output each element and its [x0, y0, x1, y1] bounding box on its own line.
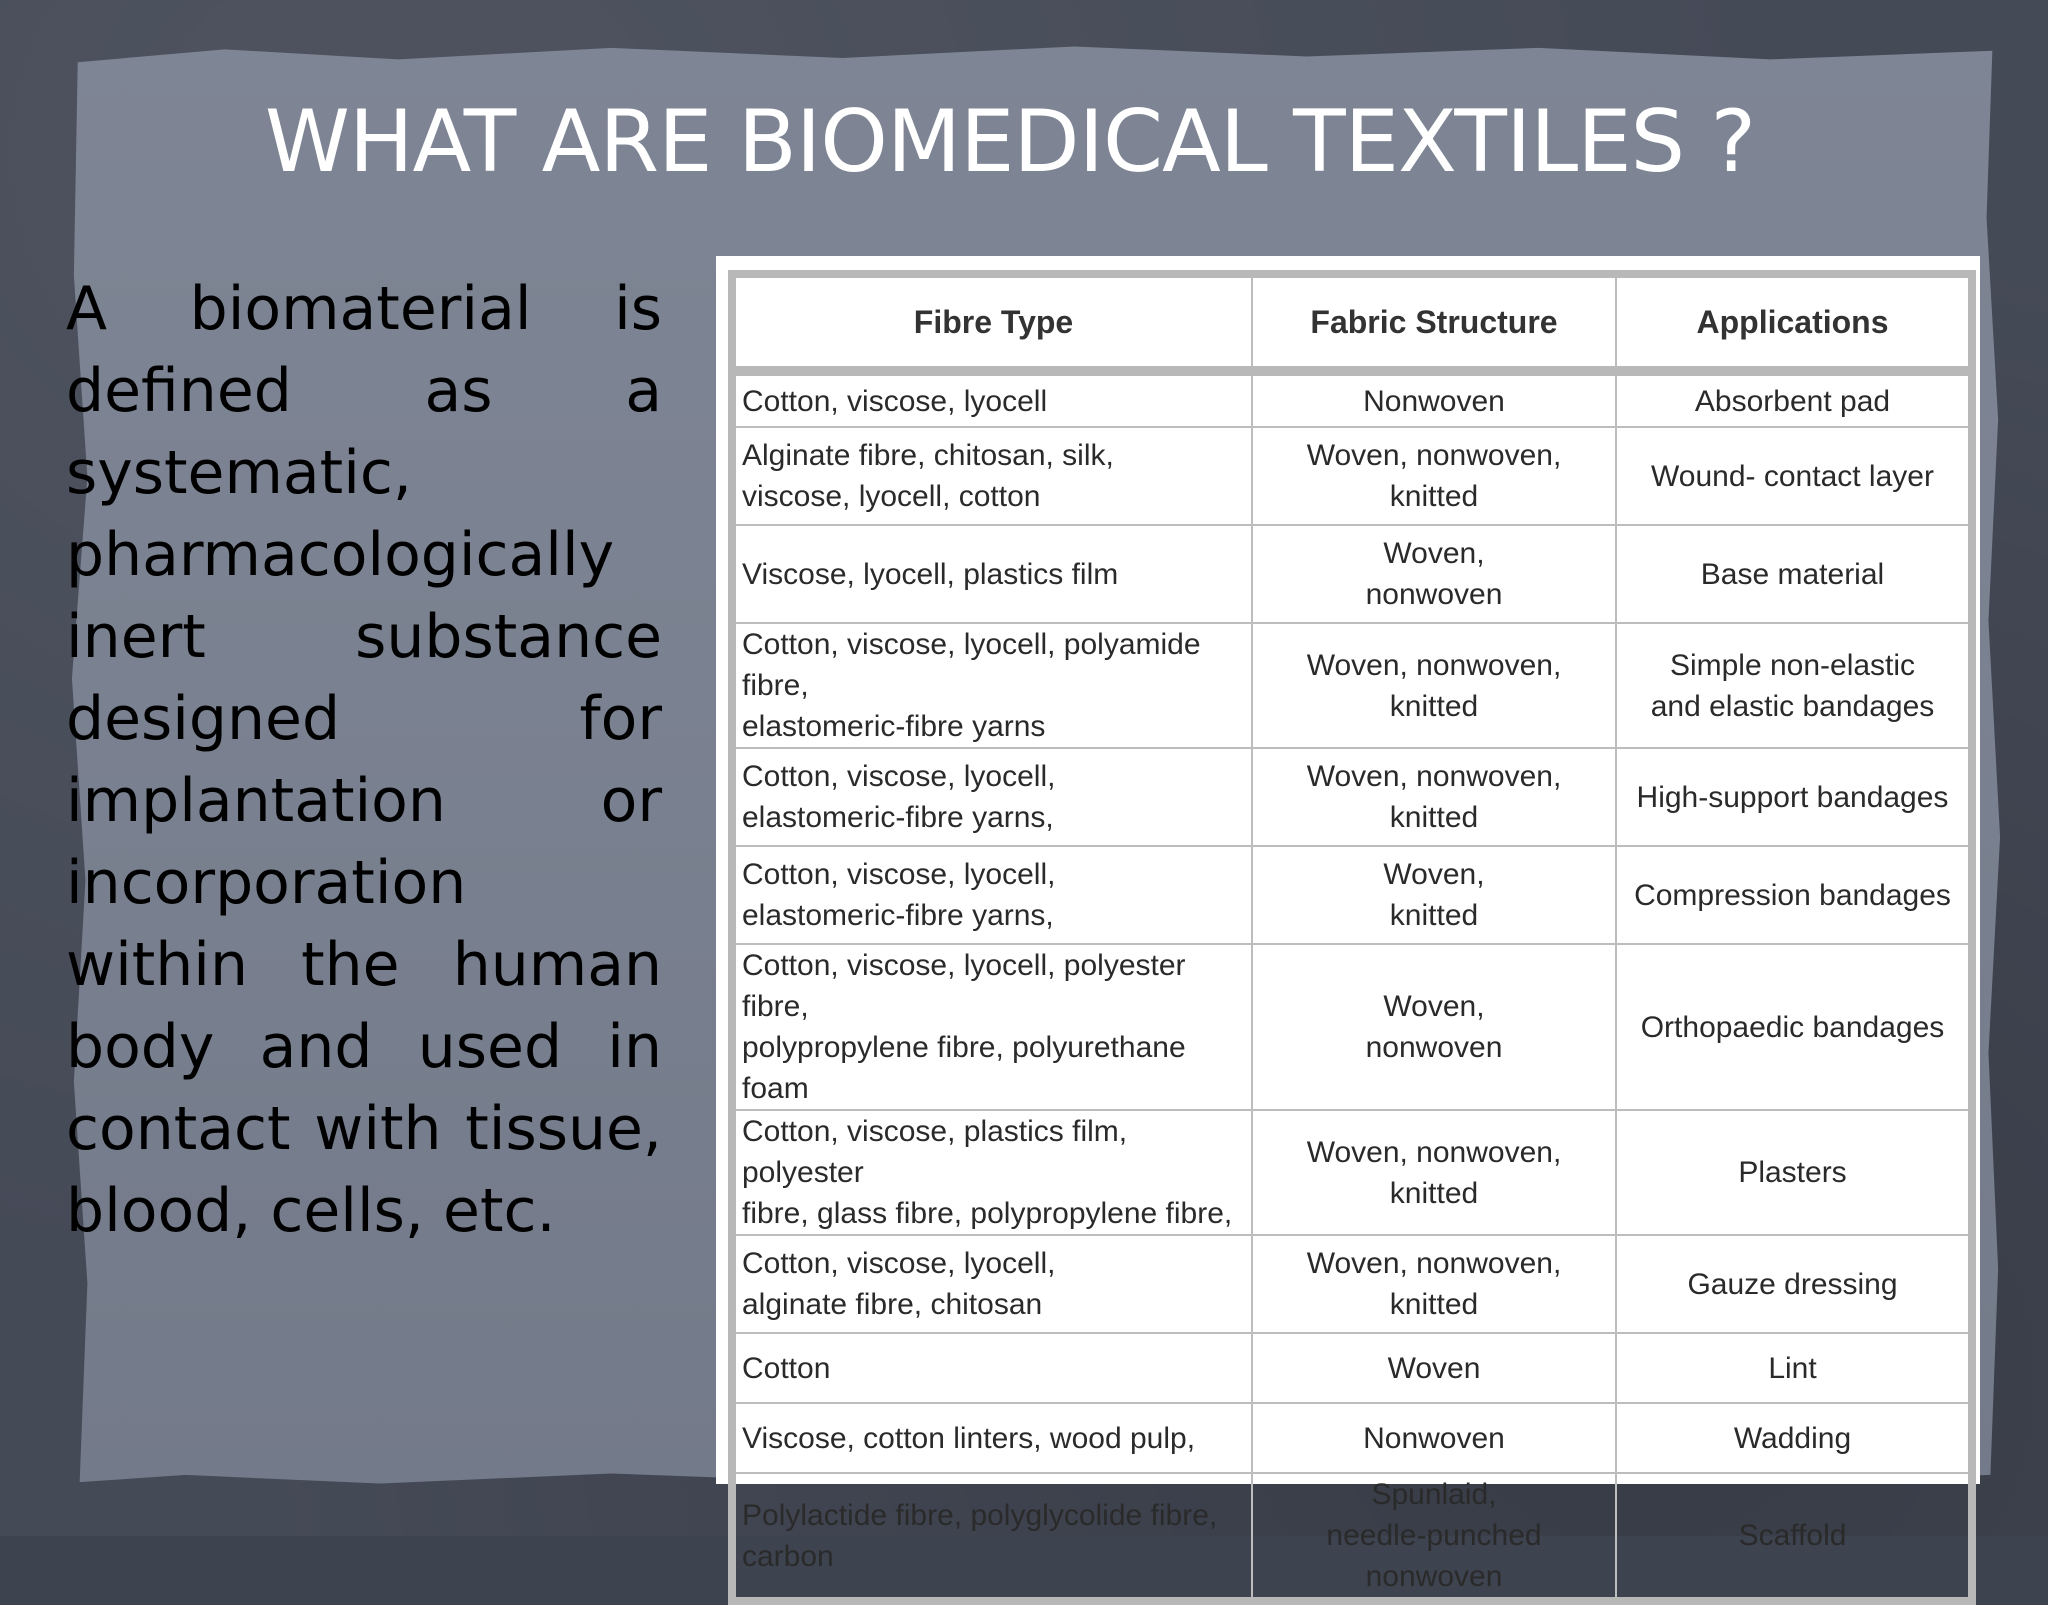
- fibre-type-cell: Cotton, viscose, plastics film, polyester fibre, glass fibre, polypropylene fibre,: [732, 1110, 1252, 1235]
- application-cell: High-support bandages: [1616, 748, 1972, 846]
- table-row: [732, 525, 1972, 623]
- fabric-structure-cell: Nonwoven: [1252, 1403, 1616, 1473]
- fibre-type-cell: Cotton, viscose, lyocell: [732, 371, 1252, 427]
- fibre-type-cell: Cotton, viscose, lyocell, polyamide fibre, elastomeric-fibre yarns: [732, 623, 1252, 748]
- fabric-structure-cell: Woven, nonwoven, knitted: [1252, 1110, 1616, 1235]
- table-row: [732, 1110, 1972, 1235]
- fibre-table-card: [716, 256, 1980, 1593]
- fabric-structure-cell: Woven, nonwoven: [1252, 525, 1616, 623]
- table-header-row: [732, 274, 1972, 371]
- table-row: [732, 846, 1972, 944]
- application-cell: Gauze dressing: [1616, 1235, 1972, 1333]
- table-row: [732, 371, 1972, 427]
- fibre-type-cell: Viscose, lyocell, plastics film: [732, 525, 1252, 623]
- fabric-structure-cell: Woven: [1252, 1333, 1616, 1403]
- application-cell: Plasters: [1616, 1110, 1972, 1235]
- table-row: [732, 623, 1972, 748]
- header-fabric-structure: Fabric Structure: [1252, 274, 1616, 371]
- fibre-type-cell: Cotton, viscose, lyocell, polyester fibre, polypropylene fibre, polyurethane foam: [732, 944, 1252, 1110]
- application-cell: Simple non-elastic and elastic bandages: [1616, 623, 1972, 748]
- table-row: [732, 1473, 1972, 1601]
- table-row: [732, 1403, 1972, 1473]
- fabric-structure-cell: Woven, knitted: [1252, 846, 1616, 944]
- table-row: [732, 748, 1972, 846]
- fabric-structure-cell: Nonwoven: [1252, 371, 1616, 427]
- table-row: [732, 1235, 1972, 1333]
- fabric-structure-cell: Woven, nonwoven, knitted: [1252, 1235, 1616, 1333]
- fibre-type-cell: Cotton, viscose, lyocell, elastomeric-fibre yarns,: [732, 748, 1252, 846]
- application-cell: Wound- contact layer: [1616, 427, 1972, 525]
- fibre-table: [728, 270, 1976, 1605]
- table-row: [732, 944, 1972, 1110]
- fibre-type-cell: Cotton, viscose, lyocell, elastomeric-fibre yarns,: [732, 846, 1252, 944]
- application-cell: Scaffold: [1616, 1473, 1972, 1601]
- application-cell: Compression bandages: [1616, 846, 1972, 944]
- application-cell: Base material: [1616, 525, 1972, 623]
- application-cell: Absorbent pad: [1616, 371, 1972, 427]
- fibre-type-cell: Cotton, viscose, lyocell, alginate fibre, chitosan: [732, 1235, 1252, 1333]
- fibre-type-cell: Cotton: [732, 1333, 1252, 1403]
- table-row: [732, 1333, 1972, 1403]
- header-fibre-type: Fibre Type: [732, 274, 1252, 371]
- fibre-type-cell: Polylactide fibre, polyglycolide fibre, carbon: [732, 1473, 1252, 1601]
- fibre-type-cell: Viscose, cotton linters, wood pulp,: [732, 1403, 1252, 1473]
- fabric-structure-cell: Woven, nonwoven, knitted: [1252, 427, 1616, 525]
- application-cell: Wadding: [1616, 1403, 1972, 1473]
- fibre-type-cell: Alginate fibre, chitosan, silk, viscose, lyocell, cotton: [732, 427, 1252, 525]
- fabric-structure-cell: Woven, nonwoven, knitted: [1252, 623, 1616, 748]
- definition-paragraph: A biomaterial is defined as a systematic, pharmacologically inert substance designed for implantation or incorporation within the human body and used in contact with tissue, blood, cells, etc.: [66, 274, 662, 1246]
- fabric-structure-cell: Woven, nonwoven, knitted: [1252, 748, 1616, 846]
- application-cell: Orthopaedic bandages: [1616, 944, 1972, 1110]
- fabric-structure-cell: Spunlaid, needle-punched nonwoven: [1252, 1473, 1616, 1601]
- fabric-structure-cell: Woven, nonwoven: [1252, 944, 1616, 1110]
- table-row: [732, 427, 1972, 525]
- slide-title: WHAT ARE BIOMEDICAL TEXTILES ?: [264, 92, 1756, 192]
- application-cell: Lint: [1616, 1333, 1972, 1403]
- header-applications: Applications: [1616, 274, 1972, 371]
